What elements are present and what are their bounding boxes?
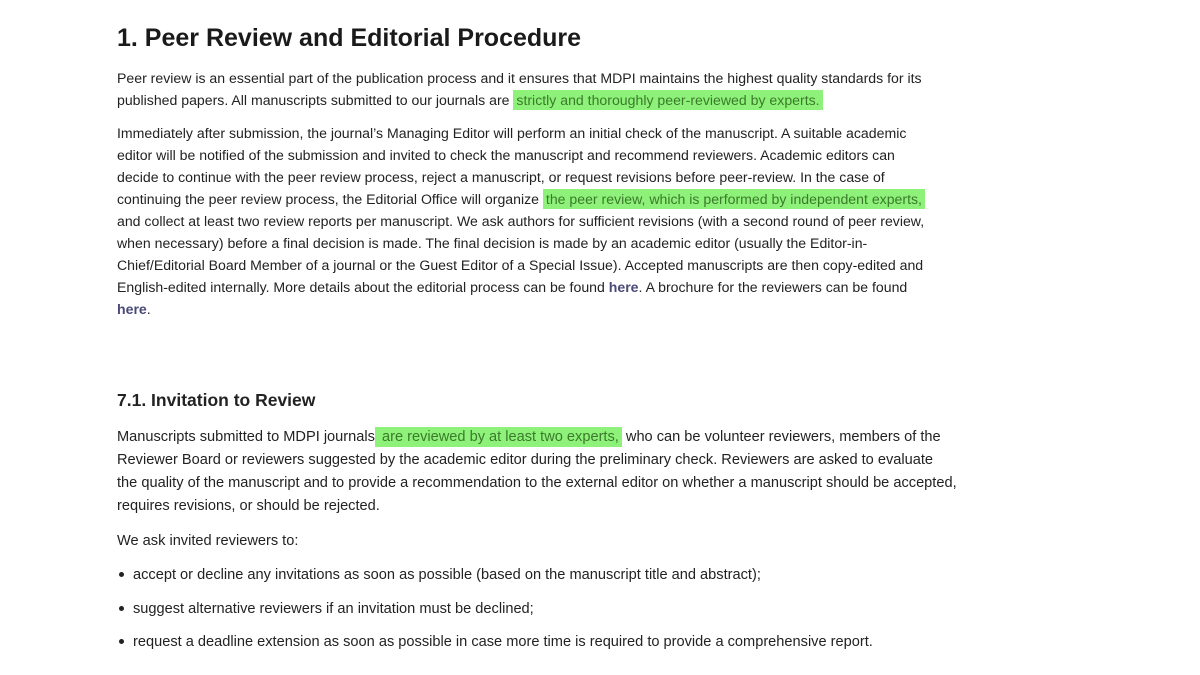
- list-item-text: suggest alternative reviewers if an invitation must be declined;: [133, 600, 534, 617]
- text-line: when necessary) before a final decision is made. The final decision is made by an academic editor (usually the Editor-in-: [117, 235, 868, 251]
- editorial-process-link[interactable]: here: [608, 279, 639, 295]
- text-line: Peer review is an essential part of the publication process and it ensures that MDPI maintains the highest quality standards for its: [117, 70, 922, 86]
- highlighted-text: the peer review, which is performed by independent experts,: [543, 189, 925, 209]
- list-item: [117, 632, 873, 652]
- section-1-paragraph-2: [117, 122, 947, 320]
- text-run: . A brochure for the reviewers can be found: [638, 279, 908, 295]
- text-run: who can be volunteer reviewers, members of the: [621, 429, 941, 445]
- section-7-1-title: 7.1. Invitation to Review: [117, 390, 316, 410]
- highlighted-text: are reviewed by at least two experts,: [375, 427, 622, 447]
- list-item: [117, 599, 873, 619]
- text-line: and collect at least two review reports per manuscript. We ask authors for sufficient revisions (with a second round of peer review,: [117, 213, 925, 229]
- text-line: Chief/Editorial Board Member of a journal or the Guest Editor of a Special Issue). Accepted manuscripts are then copy-edited and: [117, 257, 924, 273]
- section-7-1-paragraph-1: [117, 426, 957, 518]
- section-1-paragraph-1: [117, 67, 947, 111]
- text-line: Immediately after submission, the journal’s Managing Editor will perform an initial check of the manuscript. A suitable academic: [117, 125, 907, 141]
- text-line: editor will be notified of the submission and invited to check the manuscript and recommend reviewers. Academic editors can: [117, 147, 895, 163]
- reviewer-brochure-link[interactable]: here: [117, 301, 147, 317]
- text-run: continuing the peer review process, the Editorial Office will organize: [117, 191, 543, 207]
- text-line: We ask invited reviewers to:: [117, 533, 299, 549]
- text-run: Manuscripts submitted to MDPI journals: [117, 429, 375, 445]
- list-item: [117, 565, 873, 585]
- text-line: [117, 188, 947, 210]
- reviewer-tasks-list: [117, 565, 873, 666]
- text-line: requires revisions, or should be rejected.: [117, 498, 380, 514]
- text-line: [117, 298, 947, 320]
- bullet-icon: [119, 606, 124, 611]
- text-line: decide to continue with the peer review process, reject a manuscript, or request revisions before peer-review. In the case of: [117, 169, 885, 185]
- text-line: [117, 89, 947, 111]
- bullet-icon: [119, 572, 124, 577]
- list-item-text: request a deadline extension as soon as possible in case more time is required to provide a comprehensive report.: [133, 634, 873, 650]
- text-run: published papers. All manuscripts submitted to our journals are: [117, 92, 514, 108]
- text-line: Reviewer Board or reviewers suggested by the academic editor during the preliminary check. Reviewers are asked to evaluate: [117, 452, 934, 468]
- highlighted-text: strictly and thoroughly peer-reviewed by experts.: [513, 90, 822, 110]
- text-run: English-edited internally. More details about the editorial process can be found: [117, 279, 609, 295]
- list-item-text: accept or decline any invitations as soon as possible (based on the manuscript title and abstract);: [133, 567, 761, 583]
- bullet-icon: [119, 639, 124, 644]
- section-1-title: 1. Peer Review and Editorial Procedure: [117, 24, 582, 52]
- section-7-1-intro: [117, 530, 947, 553]
- text-line: the quality of the manuscript and to provide a recommendation to the external editor on whether a manuscript should be accepted,: [117, 475, 957, 491]
- text-line: [117, 276, 947, 298]
- text-run: .: [146, 301, 151, 317]
- text-line: [117, 426, 947, 449]
